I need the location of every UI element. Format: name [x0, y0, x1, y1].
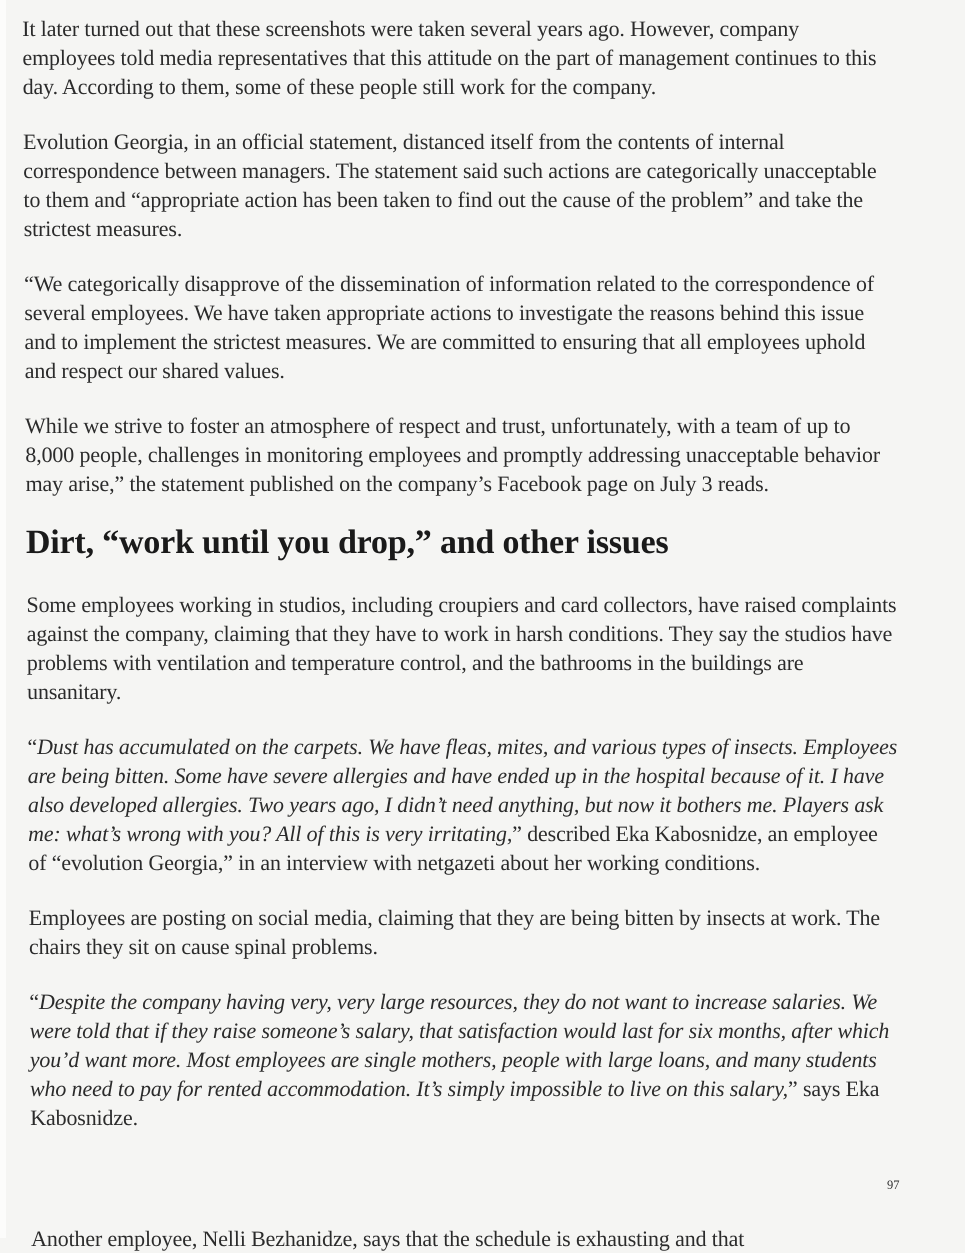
- page-number: 97: [887, 1178, 900, 1192]
- article-paragraph: [22, 14, 893, 101]
- section-heading: Dirt, “work until you drop,” and other issues: [25, 524, 669, 561]
- article-paragraph: [24, 269, 895, 385]
- paragraph-text: Evolution Georgia, in an official statement, distanced itself from the contents of internal correspondence between managers. The statement said such actions are categorically unacceptable to them and “appropriate action has been taken to find out the cause of the problem” and take the strictest measures.: [22, 129, 877, 241]
- quote-text: Dust has accumulated on the carpets. We have fleas, mites, and various types of insects. Employees are being bitten. Some have severe allergies and have ended up in the hospital because of it. I have also developed allergies. Two years ago, I didn’t need anything, but now it bothers me. Players ask me: what’s wrong with you? All of this is very irritating,: [27, 734, 898, 846]
- article-paragraph: [29, 987, 900, 1132]
- paragraph-text: ” says Eka Kabosnidze.: [30, 1076, 880, 1130]
- article-paragraph: [27, 732, 898, 877]
- paragraph-text: Another employee, Nelli Bezhanidze, says that the schedule is exhausting and that: [30, 1226, 745, 1251]
- paragraph-text: It later turned out that these screenshots were taken several years ago. However, company employees told media representatives that this attitude on the part of management continues to this day. According to them, some of these people still work for the company.: [22, 16, 877, 99]
- article-paragraph: [23, 127, 894, 243]
- quote-text: Despite the company having very, very large resources, they do not want to increase salaries. We were told that if they raise someone’s salary, that satisfaction would last for six months, after which you’d want more. Most employees are single mothers, people with large loans, and many students who need to pay for rented accommodation. It’s simply impossible to live on this salary,: [29, 989, 890, 1101]
- article-paragraph: [25, 411, 896, 498]
- left-edge-strip: [0, 0, 6, 1238]
- paragraph-text: Some employees working in studios, including croupiers and card collectors, have raised complaints against the company, claiming that they have to work in harsh conditions. They say the studios have problems with ventilation and temperature control, and the bathrooms in the buildings are unsanitary.: [26, 592, 897, 704]
- paragraph-text: “We categorically disapprove of the dissemination of information related to the correspondence of several employees. We have taken appropriate actions to investigate the reasons behind this issue and to implement the strictest measures. We are committed to ensuring that all employees uphold and respect our shared values.: [23, 271, 875, 383]
- paragraph-text: Employees are posting on social media, claiming that they are being bitten by insects at work. The chairs they sit on cause spinal problems.: [28, 905, 881, 959]
- article-paragraph: [26, 590, 897, 706]
- article-paragraph: [29, 903, 899, 961]
- paragraph-text: “: [27, 734, 38, 759]
- paragraph-text: “: [29, 989, 40, 1014]
- paragraph-text: While we strive to foster an atmosphere of respect and trust, unfortunately, with a team of up to 8,000 people, challenges in monitoring employees and promptly addressing unacceptable behavior may arise,” the statement published on the company’s Facebook page on July 3 reads.: [25, 413, 881, 496]
- truncated-paragraph: [31, 1224, 911, 1253]
- paragraph-text: ” described Eka Kabosnidze, an employee of “evolution Georgia,” in an interview with netgazeti about her working conditions.: [28, 821, 878, 875]
